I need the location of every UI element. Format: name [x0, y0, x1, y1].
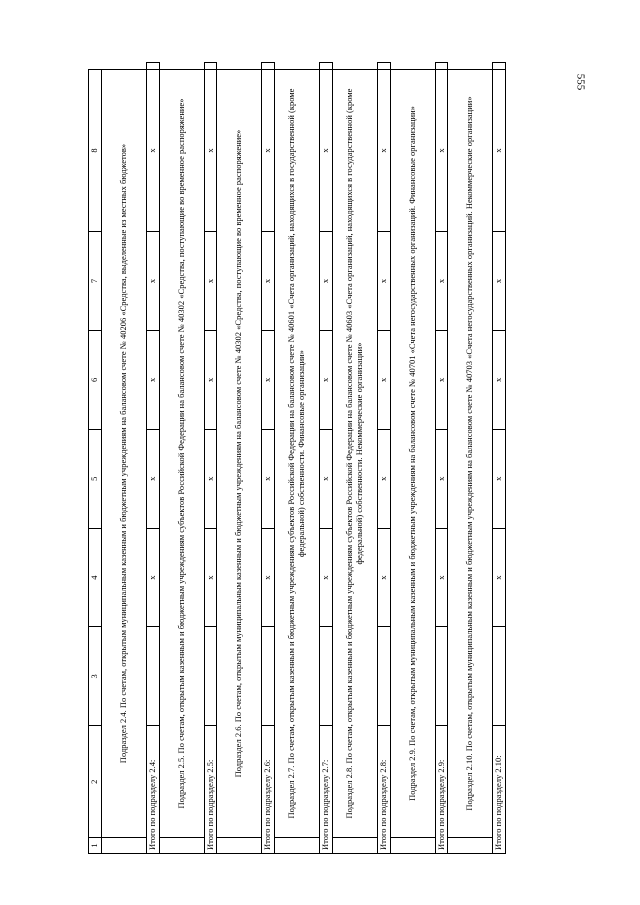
- section-heading-row: [448, 63, 493, 854]
- section-total-label: Итого по подразделу 2.8:: [377, 726, 390, 854]
- column-number-row: [89, 63, 102, 854]
- total-cell: x: [320, 232, 333, 331]
- total-cell: x: [377, 70, 390, 232]
- total-cell: x: [493, 232, 506, 331]
- section-total-row: [320, 63, 333, 854]
- col-num-8: 8: [89, 70, 102, 232]
- col-num-1: 1: [89, 838, 102, 854]
- total-cell: x: [204, 330, 217, 429]
- total-cell: x: [262, 429, 275, 528]
- total-cell: [320, 63, 333, 70]
- col-num-4: 4: [89, 528, 102, 627]
- total-cell: [435, 627, 448, 726]
- col-num-6: 6: [89, 330, 102, 429]
- section-heading: Подраздел 2.9. По счетам, открытым муниципальным казенным и бюджетным учреждениям на балансовом счете № 40701 «Счета негосударственных организаций. Финансовые организации»: [390, 70, 435, 838]
- section-total-label: Итого по подразделу 2.4:: [146, 726, 159, 854]
- section-total-row: [493, 63, 506, 854]
- section-empty-cell: [159, 838, 204, 854]
- section-total-label: Итого по подразделу 2.5:: [204, 726, 217, 854]
- section-total-label: Итого по подразделу 2.6:: [262, 726, 275, 854]
- section-heading-row: [217, 63, 262, 854]
- section-heading: Подраздел 2.4. По счетам, открытым муниципальным казенным и бюджетным учреждениям на балансовом счете № 40206 «Средства, выделенные из местных бюджетов»: [101, 70, 146, 838]
- total-cell: x: [262, 70, 275, 232]
- total-cell: x: [493, 330, 506, 429]
- total-cell: [377, 627, 390, 726]
- col-num-5: 5: [89, 429, 102, 528]
- section-total-row: [204, 63, 217, 854]
- section-heading-row: [332, 63, 377, 854]
- total-cell: x: [320, 528, 333, 627]
- section-heading: Подраздел 2.10. По счетам, открытым муниципальным казенным и бюджетным учреждениям на балансовом счете № 40703 «Счета негосударственных организаций. Некоммерческие организации»: [448, 70, 493, 838]
- total-cell: x: [377, 528, 390, 627]
- section-heading-row: [275, 63, 320, 854]
- total-cell: x: [377, 330, 390, 429]
- section-total-row: [435, 63, 448, 854]
- section-total-row: [262, 63, 275, 854]
- total-cell: [204, 63, 217, 70]
- section-total-label: Итого по подразделу 2.9:: [435, 726, 448, 854]
- total-cell: x: [435, 429, 448, 528]
- section-heading: Подраздел 2.6. По счетам, открытым муниципальным казенным и бюджетным учреждениям на балансовом счете № 40302 «Средства, поступающие во временное распоряжение»: [217, 70, 262, 838]
- col-num-2: 2: [89, 726, 102, 838]
- col-num-3: 3: [89, 627, 102, 726]
- total-cell: [493, 627, 506, 726]
- total-cell: x: [146, 528, 159, 627]
- total-cell: x: [146, 330, 159, 429]
- total-cell: x: [204, 232, 217, 331]
- total-cell: x: [493, 528, 506, 627]
- total-cell: x: [146, 70, 159, 232]
- total-cell: x: [320, 330, 333, 429]
- total-cell: [204, 627, 217, 726]
- section-heading-row: [101, 63, 146, 854]
- total-cell: [146, 63, 159, 70]
- total-cell: x: [262, 330, 275, 429]
- section-total-label: Итого по подразделу 2.10:: [493, 726, 506, 854]
- section-empty-cell: [275, 838, 320, 854]
- total-cell: x: [320, 429, 333, 528]
- total-cell: x: [435, 70, 448, 232]
- total-cell: x: [204, 70, 217, 232]
- rotated-table-container: [88, 62, 528, 854]
- section-empty-cell: [390, 838, 435, 854]
- section-empty-cell: [101, 838, 146, 854]
- total-cell: x: [262, 232, 275, 331]
- total-cell: [435, 63, 448, 70]
- section-heading: Подраздел 2.7. По счетам, открытым казенным и бюджетным учреждениям субъектов Российской Федерации на балансовом счете № 40601 «Счета организаций, находящихся в государственной (кроме федеральной) собственности. Финансовые организации»: [275, 70, 320, 838]
- total-cell: x: [377, 232, 390, 331]
- page-number: 555: [574, 73, 587, 91]
- section-heading: Подраздел 2.5. По счетам, открытым казенным и бюджетным учреждениям субъектов Российской Федерации на балансовом счете № 40302 «Средства, поступающие во временное распоряжение»: [159, 70, 204, 838]
- report-table: [88, 62, 506, 854]
- total-cell: [262, 63, 275, 70]
- total-cell: x: [262, 528, 275, 627]
- total-cell: [493, 63, 506, 70]
- total-cell: [262, 627, 275, 726]
- total-cell: x: [146, 232, 159, 331]
- section-heading-row: [390, 63, 435, 854]
- total-cell: x: [146, 429, 159, 528]
- total-cell: x: [377, 429, 390, 528]
- section-heading: Подраздел 2.8. По счетам, открытым казенным и бюджетным учреждениям субъектов Российской Федерации на балансовом счете № 40603 «Счета организаций, находящихся в государственной (кроме федеральной) собственности. Некоммерческие организации»: [332, 70, 377, 838]
- total-cell: x: [435, 232, 448, 331]
- total-cell: x: [435, 528, 448, 627]
- total-cell: x: [204, 429, 217, 528]
- section-total-row: [377, 63, 390, 854]
- total-cell: [146, 627, 159, 726]
- total-cell: x: [493, 70, 506, 232]
- col-num-7: 7: [89, 232, 102, 331]
- total-cell: x: [320, 70, 333, 232]
- section-total-label: Итого по подразделу 2.7:: [320, 726, 333, 854]
- section-empty-cell: [217, 838, 262, 854]
- total-cell: [377, 63, 390, 70]
- total-cell: x: [204, 528, 217, 627]
- section-heading-row: [159, 63, 204, 854]
- section-empty-cell: [448, 838, 493, 854]
- table-body: [89, 63, 506, 854]
- total-cell: x: [493, 429, 506, 528]
- section-total-row: [146, 63, 159, 854]
- section-empty-cell: [332, 838, 377, 854]
- total-cell: [320, 627, 333, 726]
- total-cell: x: [435, 330, 448, 429]
